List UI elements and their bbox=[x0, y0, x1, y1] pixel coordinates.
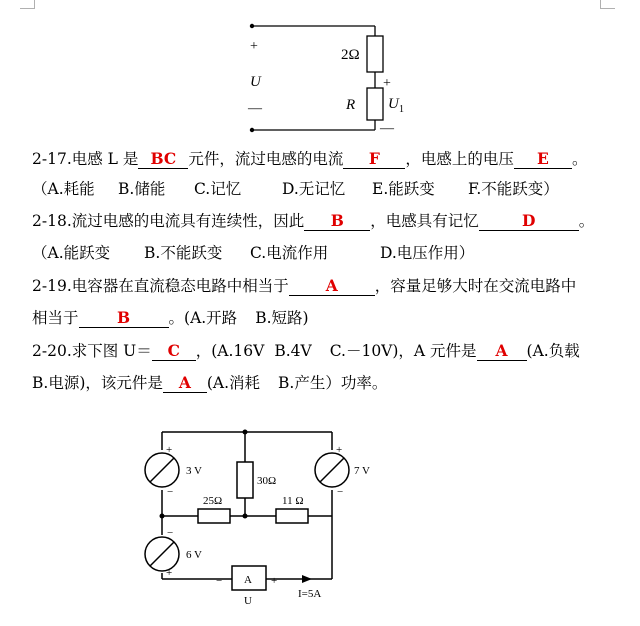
u-label: U bbox=[250, 74, 261, 90]
q2-19-text-1: 2-19.电容器在直流稳态电路中相当于 bbox=[32, 277, 289, 295]
plus-right: + bbox=[383, 76, 391, 91]
u1-label: U bbox=[388, 96, 399, 112]
q2-18-text-3: 。 bbox=[578, 212, 595, 230]
q2-20-answer-2: A bbox=[477, 342, 527, 361]
q2-17-text-4: 。 bbox=[571, 150, 588, 168]
plus-element-a: + bbox=[271, 575, 278, 587]
q2-18-answer-2: D bbox=[479, 212, 579, 231]
current-arrow bbox=[302, 575, 312, 583]
q2-20-text-1: 2-20.求下图 U＝ bbox=[32, 342, 152, 360]
question-2-18 bbox=[32, 208, 622, 234]
question-2-20 bbox=[32, 338, 622, 364]
label-element-a: A bbox=[244, 574, 252, 586]
top-circuit-diagram bbox=[230, 8, 430, 148]
q2-19-answer-2: B bbox=[79, 309, 169, 328]
q2-19-answer-1: A bbox=[289, 277, 375, 296]
minus-element-a: − bbox=[216, 575, 223, 587]
q2-18-option-d: D.电压作用） bbox=[380, 244, 475, 262]
q2-17-option-c: C.记忆 bbox=[194, 180, 242, 198]
q2-20-answer-1: C bbox=[152, 342, 196, 361]
q2-20-text-3: B.4V bbox=[274, 342, 312, 360]
q2-20-text-7: (A.消耗 bbox=[206, 374, 261, 392]
q2-20-text-4: C.－10V)，A 元件是 bbox=[329, 342, 477, 360]
label-30ohm: 30Ω bbox=[257, 475, 277, 487]
q2-17-option-a: （A.耗能 bbox=[32, 180, 95, 198]
q2-19-text-5: B.短路) bbox=[255, 309, 309, 327]
bottom-circuit-diagram bbox=[140, 420, 380, 620]
q2-18-option-a: （A.能跃变 bbox=[32, 244, 111, 262]
minus-right: — bbox=[380, 121, 394, 136]
question-2-19 bbox=[32, 273, 622, 299]
plus-left: + bbox=[250, 39, 258, 54]
q2-18-text-2: ，电感具有记忆 bbox=[370, 212, 479, 230]
resistor-2ohm bbox=[367, 36, 383, 72]
label-7v: 7 V bbox=[354, 465, 370, 477]
q2-17-option-e: E.能跃变 bbox=[372, 180, 435, 198]
q2-17-answer-2: F bbox=[343, 150, 405, 169]
r-label: R bbox=[346, 97, 356, 113]
q2-19-text-2: ，容量足够大时在交流电路中 bbox=[374, 277, 577, 295]
q2-17-text-2: 元件，流过电感的电流 bbox=[188, 150, 344, 168]
q2-20-text-5: (A.负载 bbox=[526, 342, 580, 360]
node-left-middle bbox=[160, 514, 165, 519]
corner-mark-right bbox=[600, 0, 615, 9]
minus-left: — bbox=[248, 101, 262, 116]
plus-6v: + bbox=[166, 567, 173, 579]
label-current: I=5A bbox=[298, 588, 322, 600]
q2-18-option-c: C.电流作用 bbox=[250, 244, 329, 262]
question-2-19-line-2 bbox=[32, 305, 622, 331]
label-3v: 3 V bbox=[186, 465, 202, 477]
q2-19-text-3: 相当于 bbox=[32, 309, 79, 327]
label-u: U bbox=[244, 595, 252, 607]
label-6v: 6 V bbox=[186, 549, 202, 561]
q2-17-answer-1: BC bbox=[138, 150, 188, 169]
q2-17-text-1: 2-17.电感 L 是 bbox=[32, 150, 139, 168]
q2-18-options bbox=[32, 240, 622, 266]
plus-7v: + bbox=[336, 444, 343, 456]
q2-17-option-f: F.不能跃变） bbox=[468, 180, 559, 198]
resistor-30ohm bbox=[237, 462, 253, 498]
resistor-value-2ohm: 2Ω bbox=[341, 47, 360, 63]
label-11ohm: 11 Ω bbox=[282, 495, 304, 507]
resistor-25ohm bbox=[198, 509, 230, 523]
q2-17-options bbox=[32, 176, 622, 202]
minus-6v: − bbox=[167, 527, 174, 539]
bottom-terminal bbox=[250, 128, 254, 132]
q2-17-answer-3: E bbox=[514, 150, 572, 169]
q2-18-text-1: 2-18.流过电感的电流具有连续性，因此 bbox=[32, 212, 305, 230]
label-25ohm: 25Ω bbox=[203, 495, 223, 507]
node-top-middle bbox=[243, 430, 248, 435]
q2-20-text-2: ，(A.16V bbox=[195, 342, 265, 360]
q2-19-text-4: 。(A.开路 bbox=[168, 309, 238, 327]
q2-20-text-8: B.产生）功率。 bbox=[278, 374, 388, 392]
u1-subscript: 1 bbox=[399, 104, 404, 115]
q2-18-answer-1: B bbox=[304, 212, 370, 231]
minus-3v: − bbox=[167, 486, 174, 498]
q2-20-text-6: B.电源)，该元件是 bbox=[32, 374, 163, 392]
question-2-20-line-2 bbox=[32, 370, 622, 396]
q2-17-text-3: ，电感上的电压 bbox=[405, 150, 514, 168]
q2-17-option-d: D.无记忆 bbox=[282, 180, 346, 198]
node-middle bbox=[243, 514, 248, 519]
resistor-r bbox=[367, 88, 383, 120]
resistor-11ohm bbox=[276, 509, 308, 523]
q2-18-option-b: B.不能跃变 bbox=[144, 244, 223, 262]
minus-7v: − bbox=[337, 486, 344, 498]
top-terminal bbox=[250, 24, 254, 28]
question-2-17 bbox=[32, 146, 622, 172]
q2-17-option-b: B.储能 bbox=[118, 180, 166, 198]
plus-3v: + bbox=[166, 444, 173, 456]
q2-20-answer-3: A bbox=[163, 374, 207, 393]
corner-mark-left bbox=[20, 0, 35, 9]
